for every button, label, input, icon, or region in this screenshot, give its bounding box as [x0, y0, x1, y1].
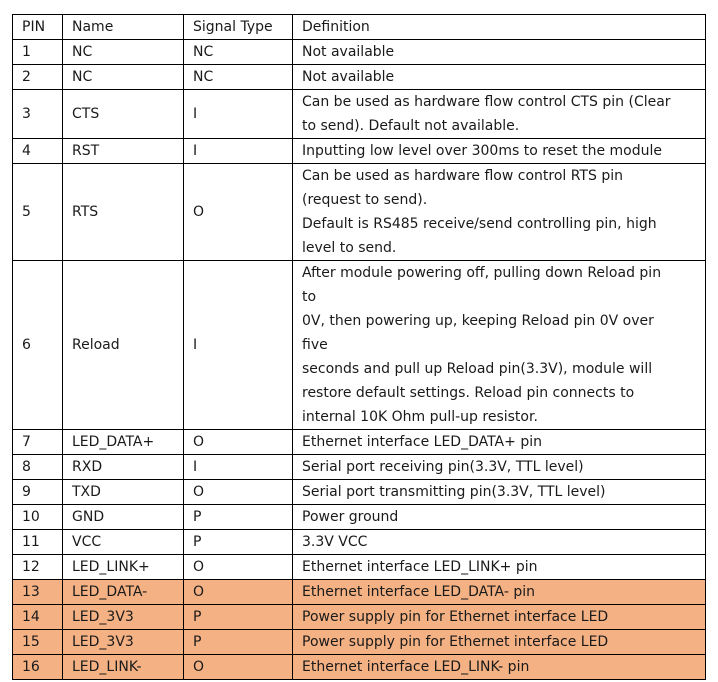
name-cell: NC [63, 40, 184, 65]
pin-cell: 15 [13, 630, 63, 655]
name-cell: LED_3V3 [63, 630, 184, 655]
table-row [13, 555, 706, 580]
table-row [13, 605, 706, 630]
name-cell: LED_DATA+ [63, 430, 184, 455]
signal-type-cell: O [184, 480, 293, 505]
table-row [13, 139, 706, 164]
table-row [13, 90, 706, 139]
header-pin: PIN [13, 15, 63, 40]
definition-cell [293, 430, 706, 455]
header-definition: Definition [293, 15, 706, 40]
table-row [13, 505, 706, 530]
pin-cell: 3 [13, 90, 63, 139]
name-cell: VCC [63, 530, 184, 555]
signal-type-cell: I [184, 261, 293, 430]
table-row [13, 480, 706, 505]
name-cell: RXD [63, 455, 184, 480]
name-cell: TXD [63, 480, 184, 505]
definition-line: to send). Default not available. [302, 118, 520, 134]
definition-cell [293, 139, 706, 164]
definition-cell [293, 555, 706, 580]
definition-line: Ethernet interface LED_DATA+ pin [302, 434, 542, 450]
header-signal-type: Signal Type [184, 15, 293, 40]
definition-cell [293, 40, 706, 65]
definition-cell [293, 580, 706, 605]
signal-type-cell: O [184, 580, 293, 605]
definition-line: Can be used as hardware flow control RTS pin [302, 168, 623, 184]
pin-cell: 1 [13, 40, 63, 65]
definition-line: Serial port receiving pin(3.3V, TTL level) [302, 459, 584, 475]
definition-line: (request to send). [302, 192, 428, 208]
definition-line: five [302, 337, 328, 353]
pin-cell: 10 [13, 505, 63, 530]
name-cell: GND [63, 505, 184, 530]
definition-line: level to send. [302, 240, 397, 256]
table-header-row [13, 15, 706, 40]
pin-cell: 14 [13, 605, 63, 630]
definition-cell [293, 630, 706, 655]
table-row [13, 530, 706, 555]
name-cell: LED_3V3 [63, 605, 184, 630]
signal-type-cell: O [184, 655, 293, 680]
definition-line: Power ground [302, 509, 399, 525]
name-cell: LED_LINK- [63, 655, 184, 680]
definition-line: After module powering off, pulling down Reload pin [302, 265, 662, 281]
table-row [13, 40, 706, 65]
signal-type-cell: I [184, 455, 293, 480]
definition-cell [293, 480, 706, 505]
definition-cell [293, 655, 706, 680]
page-footer-mark [32, 676, 46, 680]
pin-cell: 11 [13, 530, 63, 555]
signal-type-cell: NC [184, 65, 293, 90]
name-cell: LED_DATA- [63, 580, 184, 605]
definition-cell [293, 605, 706, 630]
pin-cell: 7 [13, 430, 63, 455]
table-row [13, 630, 706, 655]
definition-line: Inputting low level over 300ms to reset the module [302, 143, 663, 159]
table-row [13, 455, 706, 480]
name-cell: LED_LINK+ [63, 555, 184, 580]
table-body [13, 40, 706, 680]
signal-type-cell: P [184, 605, 293, 630]
signal-type-cell: O [184, 555, 293, 580]
definition-line: 3.3V VCC [302, 534, 368, 550]
definition-line: 0V, then powering up, keeping Reload pin 0V over [302, 313, 654, 329]
table-row [13, 65, 706, 90]
name-cell: Reload [63, 261, 184, 430]
pin-cell: 16 [13, 655, 63, 680]
pin-cell: 9 [13, 480, 63, 505]
name-cell: RTS [63, 164, 184, 261]
pin-cell: 2 [13, 65, 63, 90]
signal-type-cell: I [184, 90, 293, 139]
table-row [13, 580, 706, 605]
pin-cell: 13 [13, 580, 63, 605]
definition-line: Power supply pin for Ethernet interface LED [302, 634, 609, 650]
definition-cell [293, 530, 706, 555]
definition-cell [293, 164, 706, 261]
definition-line: Ethernet interface LED_LINK+ pin [302, 559, 538, 575]
definition-line: restore default settings. Reload pin connects to [302, 385, 635, 401]
signal-type-cell: P [184, 630, 293, 655]
definition-line: Not available [302, 44, 395, 60]
definition-line: to [302, 289, 317, 305]
definition-line: Can be used as hardware flow control CTS pin (Clear [302, 94, 671, 110]
definition-cell [293, 505, 706, 530]
signal-type-cell: P [184, 505, 293, 530]
definition-line: Serial port transmitting pin(3.3V, TTL level) [302, 484, 606, 500]
definition-cell [293, 90, 706, 139]
table-row [13, 655, 706, 680]
signal-type-cell: P [184, 530, 293, 555]
pin-cell: 8 [13, 455, 63, 480]
pin-cell: 5 [13, 164, 63, 261]
signal-type-cell: O [184, 164, 293, 261]
definition-cell [293, 455, 706, 480]
name-cell: CTS [63, 90, 184, 139]
name-cell: NC [63, 65, 184, 90]
signal-type-cell: I [184, 139, 293, 164]
definition-line: internal 10K Ohm pull-up resistor. [302, 409, 538, 425]
definition-cell [293, 261, 706, 430]
signal-type-cell: O [184, 430, 293, 455]
definition-line: Power supply pin for Ethernet interface LED [302, 609, 609, 625]
definition-line: Ethernet interface LED_LINK- pin [302, 659, 530, 675]
name-cell: RST [63, 139, 184, 164]
definition-cell [293, 65, 706, 90]
table-row [13, 164, 706, 261]
definition-line: Default is RS485 receive/send controlling pin, high [302, 216, 657, 232]
definition-line: seconds and pull up Reload pin(3.3V), module will [302, 361, 653, 377]
signal-type-cell: NC [184, 40, 293, 65]
pin-cell: 6 [13, 261, 63, 430]
definition-line: Not available [302, 69, 395, 85]
definition-line: Ethernet interface LED_DATA- pin [302, 584, 535, 600]
pin-cell: 12 [13, 555, 63, 580]
header-name: Name [63, 15, 184, 40]
table-row [13, 430, 706, 455]
pin-cell: 4 [13, 139, 63, 164]
pin-definition-table [12, 14, 706, 680]
table-row [13, 261, 706, 430]
